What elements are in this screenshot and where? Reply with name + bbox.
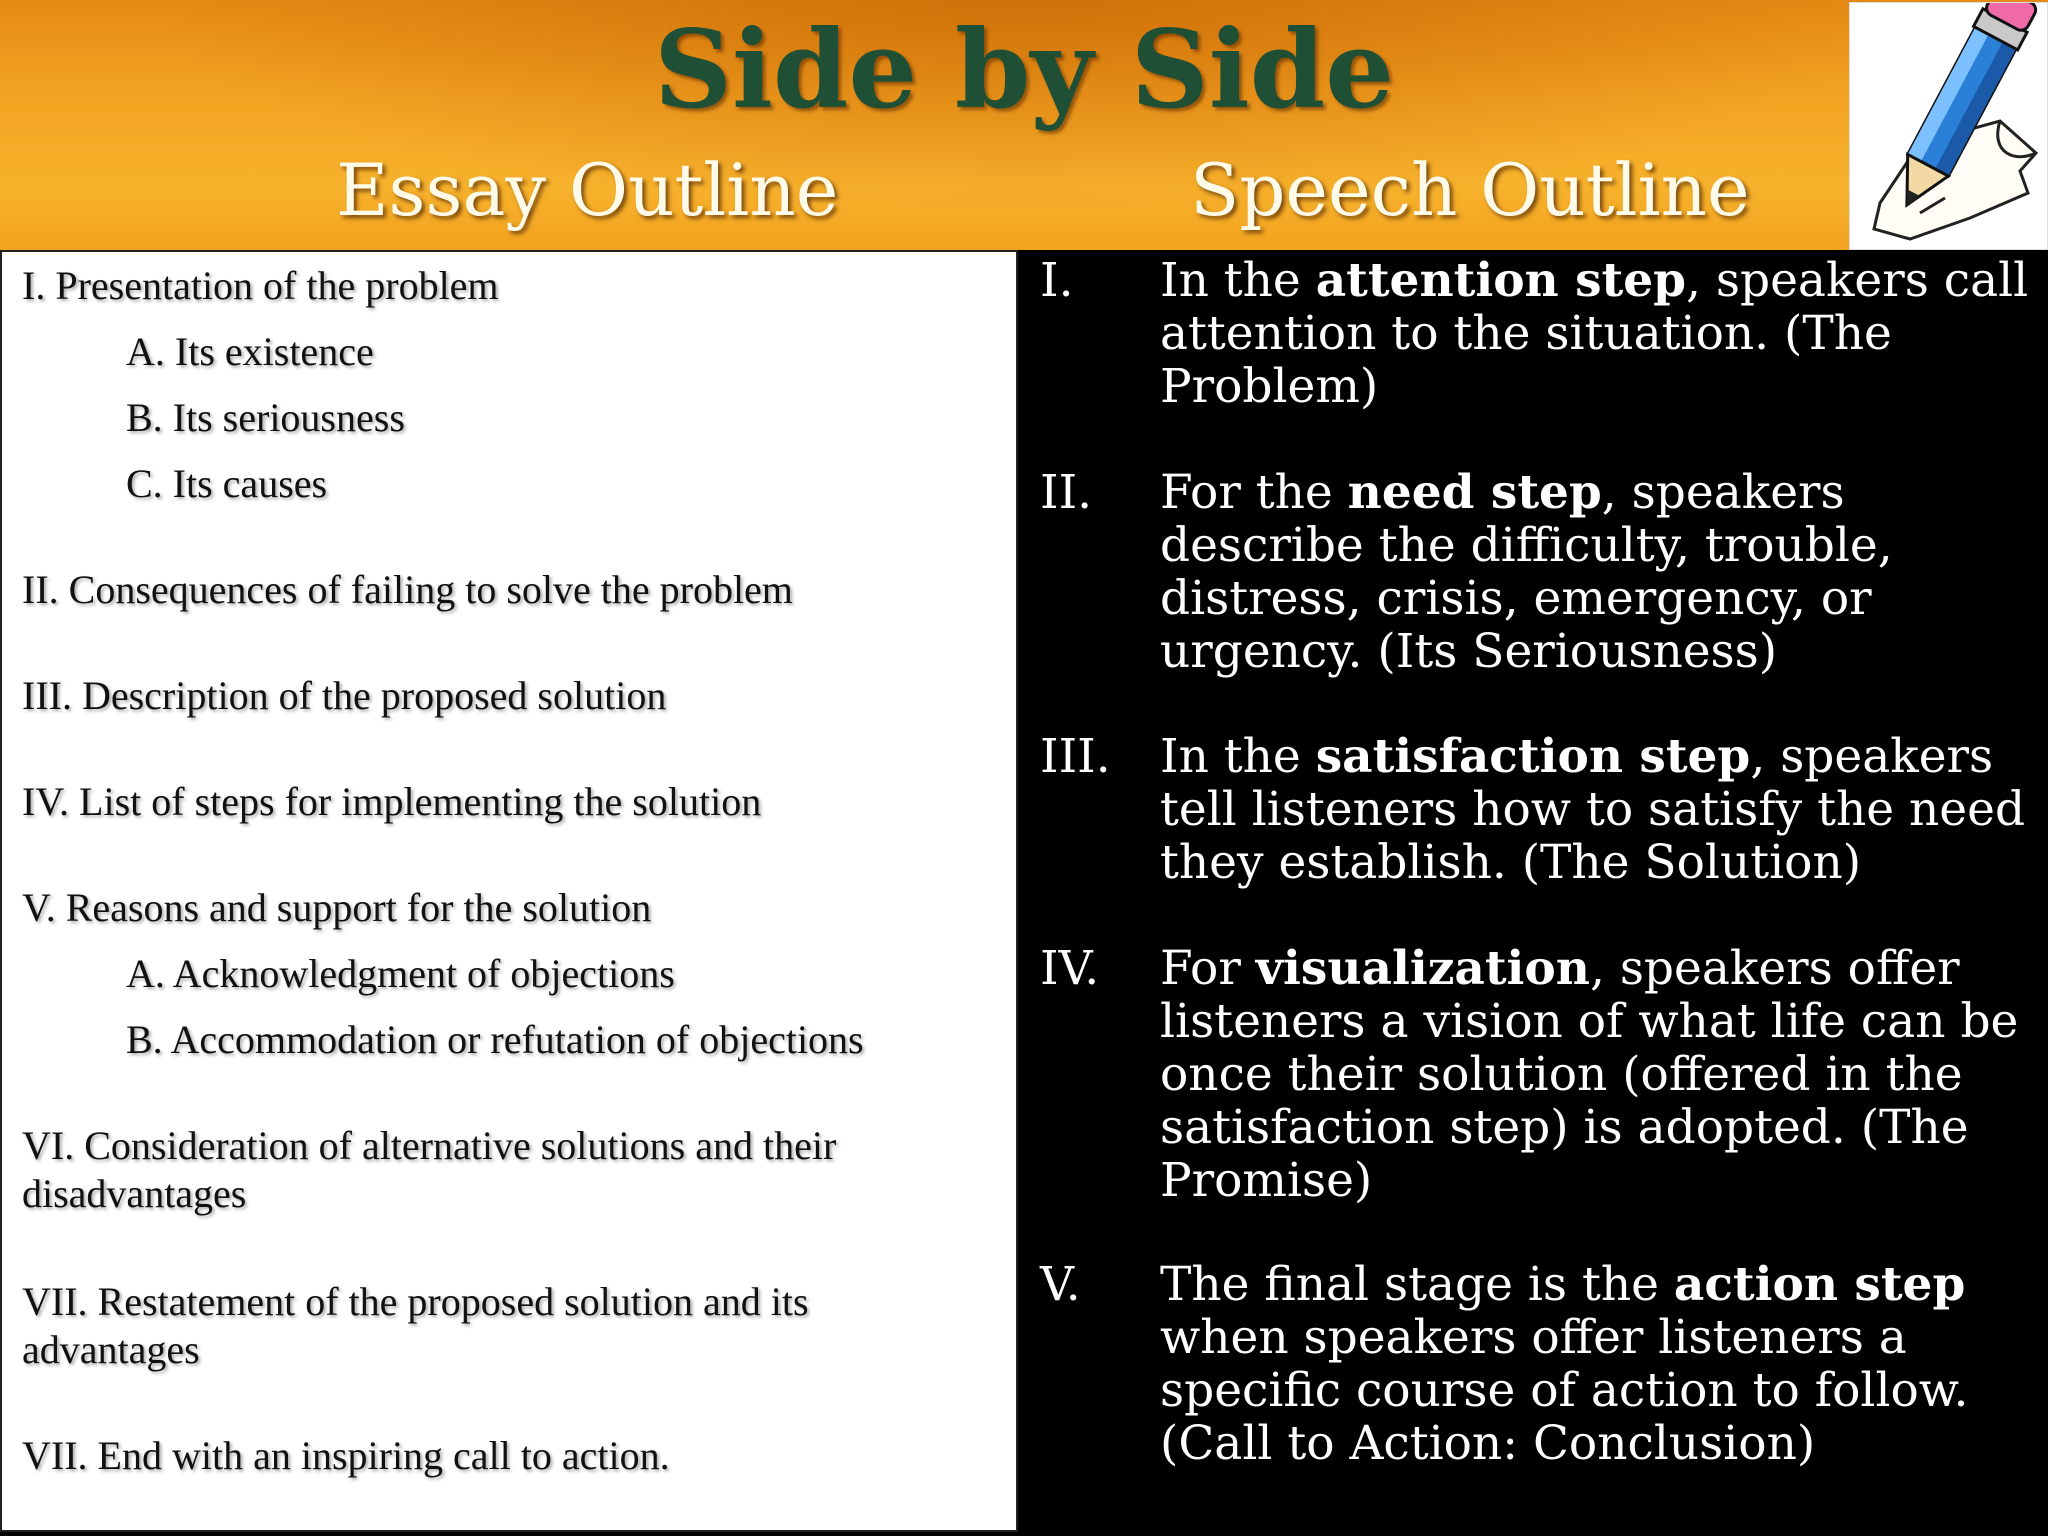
speech-item [1040, 254, 2040, 413]
speech-item-number: IV. [1040, 941, 1100, 996]
slide-title: Side by Side [654, 7, 1394, 133]
essay-subitem: A. Acknowledgment of objections [126, 951, 675, 996]
speech-step-name: action step [1673, 1257, 1966, 1312]
speech-item-text: For visualization, speakers offer listeners a vision of what life can be once their solution (offered in the satisfaction step) is adopted. (The Promise) [1160, 941, 2019, 1208]
speech-item-text: In the attention step, speakers call attention to the situation. (The Problem) [1160, 253, 2029, 414]
speech-step-name: visualization [1255, 941, 1590, 996]
header-band [0, 0, 2048, 250]
speech-item-text: For the need step, speakers describe the difficulty, trouble, distress, crisis, emergency, or urgency. (Its Seriousness) [1160, 465, 1893, 679]
essay-item: VI. Consideration of alternative solutions and their disadvantages [22, 1123, 837, 1216]
essay-item: III. Description of the proposed solution [22, 673, 667, 718]
speech-item-text: The final stage is the action step when speakers offer listeners a specific course of action to follow. (Call to Action: Conclusion) [1160, 1257, 1969, 1471]
speech-item [1040, 730, 2040, 889]
essay-item: IV. List of steps for implementing the solution [22, 779, 762, 824]
essay-item: VII. End with an inspiring call to action. [22, 1433, 670, 1478]
speech-item-text: In the satisfaction step, speakers tell listeners how to satisfy the need they establish. (The Solution) [1160, 729, 2026, 890]
essay-outline-heading: Essay Outline [336, 148, 839, 232]
essay-subitem: B. Its seriousness [126, 395, 405, 440]
essay-item: II. Consequences of failing to solve the problem [22, 567, 793, 612]
speech-item-number: V. [1040, 1257, 1081, 1312]
speech-item [1040, 1258, 2040, 1470]
speech-item [1040, 466, 2040, 678]
speech-step-name: attention step [1315, 253, 1687, 308]
speech-step-name: satisfaction step [1315, 729, 1751, 784]
speech-item-number: I. [1040, 253, 1074, 308]
essay-subitem: C. Its causes [126, 461, 328, 506]
speech-step-name: need step [1347, 465, 1602, 520]
essay-outline-panel [0, 250, 1018, 1532]
speech-outline-panel [1018, 250, 2048, 1536]
speech-item-number: III. [1040, 729, 1111, 784]
speech-outline-heading: Speech Outline [1190, 148, 1750, 232]
essay-item: I. Presentation of the problem [22, 263, 499, 308]
pencil-writing-icon [1849, 2, 2048, 250]
essay-subitem: A. Its existence [126, 329, 374, 374]
speech-item-number: II. [1040, 465, 1093, 520]
essay-item: V. Reasons and support for the solution [22, 885, 652, 930]
speech-item [1040, 942, 2040, 1207]
essay-subitem: B. Accommodation or refutation of objections [126, 1017, 864, 1062]
essay-item: VII. Restatement of the proposed solution and its advantages [22, 1279, 809, 1372]
